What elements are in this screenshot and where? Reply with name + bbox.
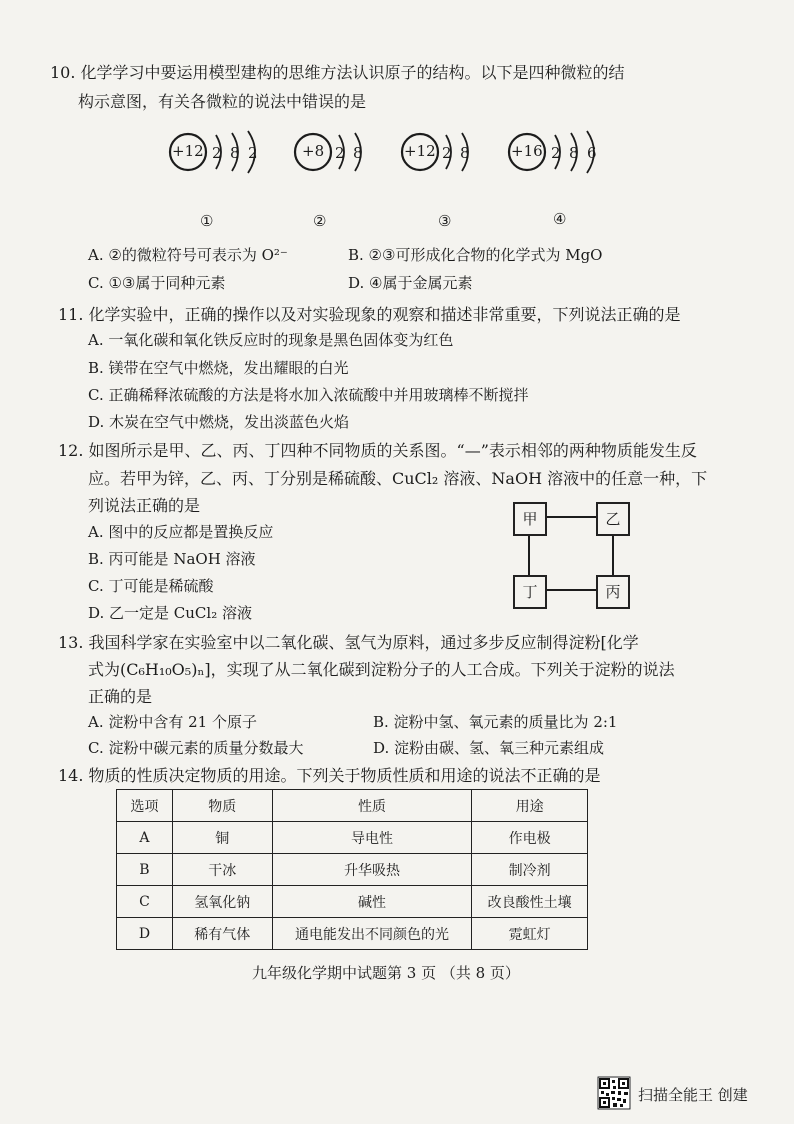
table-cell: 霓虹灯 bbox=[472, 918, 588, 950]
table-cell: 铜 bbox=[172, 822, 272, 854]
table-cell: 碱性 bbox=[272, 886, 472, 918]
q12-stem-line2: 应。若甲为锌，乙、丙、丁分别是稀硫酸、CuCl₂ 溶液、NaOH 溶液中的任意一种，下 bbox=[88, 469, 708, 488]
table-cell: 干冰 bbox=[172, 854, 272, 886]
table-header-cell: 性质 bbox=[272, 790, 472, 822]
q13-option-a: A. 淀粉中含有 21 个原子 bbox=[88, 713, 257, 731]
q13-stem-line1: 13. 我国科学家在实验室中以二氧化碳、氢气为原料，通过多步反应制得淀粉[化学 bbox=[58, 633, 639, 652]
q11-option-d: D. 木炭在空气中燃烧，发出淡蓝色火焰 bbox=[88, 413, 350, 431]
q11-stem: 11. 化学实验中，正确的操作以及对实验现象的观察和描述非常重要，下列说法正确的是 bbox=[58, 305, 681, 324]
q11-option-b: B. 镁带在空气中燃烧，发出耀眼的白光 bbox=[88, 359, 349, 377]
q12-option-c: C. 丁可能是稀硫酸 bbox=[88, 577, 214, 595]
particle-4-shell-1: 2 bbox=[551, 144, 561, 162]
particle-2-shell-2: 8 bbox=[353, 144, 363, 162]
table-cell: D bbox=[117, 918, 173, 950]
table-cell: 氢氧化钠 bbox=[172, 886, 272, 918]
q12-stem-line3: 列说法正确的是 bbox=[88, 496, 201, 515]
particle-4-nucleus: +16 bbox=[511, 142, 543, 160]
box-yi: 乙 bbox=[596, 502, 630, 536]
box-jia: 甲 bbox=[513, 502, 547, 536]
table-row bbox=[117, 854, 588, 886]
table-cell: 升华吸热 bbox=[272, 854, 472, 886]
q13-option-c: C. 淀粉中碳元素的质量分数最大 bbox=[88, 739, 304, 757]
particle-4-label: ④ bbox=[553, 210, 567, 228]
q10-option-c: C. ①③属于同种元素 bbox=[88, 274, 226, 292]
table-cell: 稀有气体 bbox=[172, 918, 272, 950]
particle-2-shell-1: 2 bbox=[335, 144, 345, 162]
table-cell: A bbox=[117, 822, 173, 854]
q10-option-a: A. ②的微粒符号可表示为 O²⁻ bbox=[88, 246, 288, 264]
particle-2-diagram bbox=[293, 128, 383, 182]
q10-option-d: D. ④属于金属元素 bbox=[348, 274, 473, 292]
particle-1-shell-3: 2 bbox=[248, 144, 258, 162]
scanner-watermark-text: 扫描全能王 创建 bbox=[638, 1086, 748, 1104]
particle-2-label: ② bbox=[313, 212, 327, 230]
particle-1-label: ① bbox=[200, 212, 214, 230]
q13-stem-line2: 式为(C₆H₁₀O₅)ₙ]，实现了从二氧化碳到淀粉分子的人工合成。下列关于淀粉的说法 bbox=[88, 660, 675, 679]
q10-stem-line2: 构示意图，有关各微粒的说法中错误的是 bbox=[78, 92, 367, 111]
q10-option-b: B. ②③可形成化合物的化学式为 MgO bbox=[348, 246, 603, 264]
table-cell: C bbox=[117, 886, 173, 918]
table-header-cell: 物质 bbox=[172, 790, 272, 822]
particle-3-shell-2: 8 bbox=[460, 144, 470, 162]
table-cell: 通电能发出不同颜色的光 bbox=[272, 918, 472, 950]
particle-2-nucleus: +8 bbox=[302, 142, 325, 160]
table-cell: B bbox=[117, 854, 173, 886]
table-cell: 导电性 bbox=[272, 822, 472, 854]
particle-3-diagram bbox=[400, 128, 490, 182]
table-cell: 改良酸性土壤 bbox=[472, 886, 588, 918]
particle-1-nucleus: +12 bbox=[172, 142, 204, 160]
q13-option-b: B. 淀粉中氢、氧元素的质量比为 2:1 bbox=[373, 713, 618, 731]
table-cell: 作电极 bbox=[472, 822, 588, 854]
table-header-cell: 选项 bbox=[117, 790, 173, 822]
particle-3-nucleus: +12 bbox=[404, 142, 436, 160]
q13-stem-line3: 正确的是 bbox=[88, 687, 153, 706]
qr-code-icon bbox=[597, 1076, 631, 1110]
q13-option-d: D. 淀粉由碳、氢、氧三种元素组成 bbox=[373, 739, 605, 757]
particle-3-shell-1: 2 bbox=[442, 144, 452, 162]
table-cell: 制冷剂 bbox=[472, 854, 588, 886]
particle-4-shell-2: 8 bbox=[569, 144, 579, 162]
table-row bbox=[117, 886, 588, 918]
table-header-row bbox=[117, 790, 588, 822]
particle-3-label: ③ bbox=[438, 212, 452, 230]
table-row bbox=[117, 918, 588, 950]
q12-stem-line1: 12. 如图所示是甲、乙、丙、丁四种不同物质的关系图。“—”表示相邻的两种物质能发生反 bbox=[58, 441, 697, 460]
q11-option-c: C. 正确稀释浓硫酸的方法是将水加入浓硫酸中并用玻璃棒不断搅拌 bbox=[88, 386, 529, 404]
q12-option-b: B. 丙可能是 NaOH 溶液 bbox=[88, 550, 256, 568]
particle-4-diagram bbox=[507, 128, 617, 182]
page-footer: 九年级化学期中试题第 3 页 （共 8 页） bbox=[252, 964, 520, 982]
q12-option-d: D. 乙一定是 CuCl₂ 溶液 bbox=[88, 604, 252, 622]
table-header-cell: 用途 bbox=[472, 790, 588, 822]
particle-1-shell-2: 8 bbox=[230, 144, 240, 162]
q12-option-a: A. 图中的反应都是置换反应 bbox=[88, 523, 274, 541]
q10-stem-line1: 10. 化学学习中要运用模型建构的思维方法认识原子的结构。以下是四种微粒的结 bbox=[50, 63, 625, 82]
box-bing: 丙 bbox=[596, 575, 630, 609]
particle-1-shell-1: 2 bbox=[212, 144, 222, 162]
q14-stem: 14. 物质的性质决定物质的用途。下列关于物质性质和用途的说法不正确的是 bbox=[58, 766, 601, 785]
particle-4-shell-3: 6 bbox=[587, 144, 597, 162]
particle-1-diagram bbox=[168, 128, 278, 182]
q11-option-a: A. 一氧化碳和氧化铁反应时的现象是黑色固体变为红色 bbox=[88, 331, 454, 349]
table-row bbox=[117, 822, 588, 854]
properties-table bbox=[116, 789, 588, 950]
box-ding: 丁 bbox=[513, 575, 547, 609]
